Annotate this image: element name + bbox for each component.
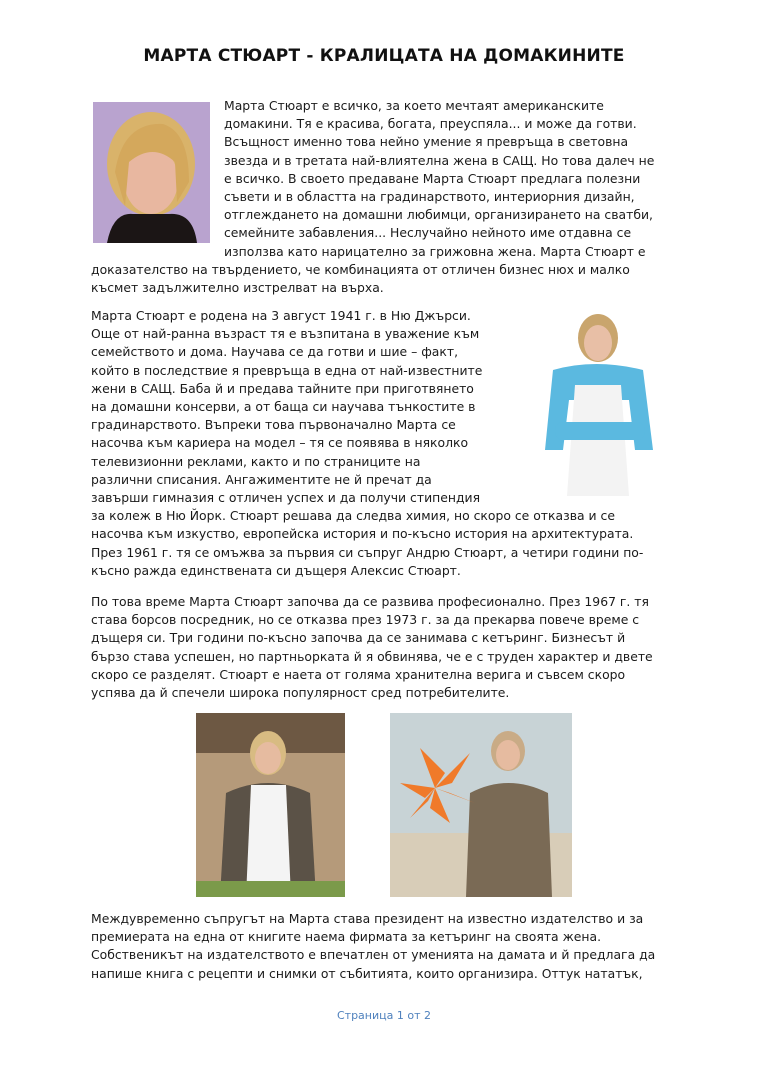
- text-line: семейството и дома. Научава се да готви и шие – факт,: [91, 344, 459, 360]
- text-line: През 1961 г. тя се омъжва за първия си съпруг Андрю Стюарт, а четири години по-: [91, 544, 644, 560]
- text-line: насочва към кариера на модел – тя се появява в няколко: [91, 435, 469, 451]
- paragraph-career: [91, 593, 681, 702]
- text-line: за колеж в Ню Йорк. Стюарт решава да следва химия, но скоро се отказва и се: [91, 508, 615, 524]
- kitchen-photo-left: [196, 713, 345, 897]
- text-line: късно ражда единствената си дъщеря Алексис Стюарт.: [91, 562, 461, 578]
- text-line: съвети и в областта на градинарството, интериорния дизайн,: [224, 189, 635, 205]
- text-line: домакини. Тя е красива, богата, преуспяла... и може да готви.: [224, 116, 637, 132]
- text-line: Междувременно съпругът на Марта става президент на известно издателство и за: [91, 911, 644, 926]
- text-line: семейните забавления... Неслучайно нейното име отдавна се: [224, 225, 632, 241]
- text-line: различни списания. Ангажиментите не й пречат да: [91, 471, 432, 487]
- text-line: късмет задължително изстрелват на върха.: [91, 280, 384, 296]
- text-line: звезда и в третата най-влиятелна жена в САЩ. Но това далеч не: [224, 152, 655, 168]
- text-line: телевизионни реклами, както и по страниците на: [91, 453, 421, 469]
- paragraph-biography: [91, 307, 681, 580]
- page-number-footer: Страница 1 от 2: [336, 1009, 431, 1022]
- text-line: Марта Стюарт е родена на 3 август 1941 г. в Ню Джърси.: [91, 308, 471, 323]
- page-title: МАРТА СТЮАРТ - КРАЛИЦАТА НА ДОМАКИНИТЕ: [143, 46, 625, 66]
- text-line: отглеждането на домашни любимци, организирането на сватби,: [224, 207, 653, 223]
- text-line: скоро се разделят. Стюарт е наета от голяма хранителна верига и съвсем скоро: [91, 666, 626, 682]
- text-line: насочва към изкуство, европейска история и по-късно история на архитектурата.: [91, 526, 634, 542]
- text-line: По това време Марта Стюарт започва да се развива професионално. През 1967 г. тя: [91, 594, 649, 609]
- text-line: премиерата на една от книгите наема фирмата за кетъринг на своята жена.: [91, 929, 602, 945]
- text-line: жени в САЩ. Баба й и предава тайните при приготвянето: [91, 380, 474, 396]
- text-line: Още от най-ранна възраст тя е възпитана в уважение към: [91, 326, 480, 342]
- flower-craft-photo: [390, 713, 572, 897]
- text-line: градинарството. Въпреки това първоначално Марта се: [91, 417, 456, 433]
- text-line: Марта Стюарт е всичко, за което мечтаят американските: [224, 98, 604, 113]
- text-line: напише книга с рецепти и снимки от събитията, които организира. Оттук нататък,: [91, 965, 643, 981]
- text-line: на домашни консерви, а от баща си научава тънкостите в: [91, 399, 476, 415]
- text-line: успява да й спечели широка популярност сред потребителите.: [91, 685, 510, 701]
- text-line: Всъщност именно това нейно умение я превръща в световна: [224, 134, 629, 150]
- text-line: става борсов посредник, но се отказва през 1973 г. за да прекарва повече време с: [91, 612, 640, 628]
- text-line: доказателство на твърдението, че комбинацията от отличен бизнес нюх и малко: [91, 261, 630, 277]
- paragraph-publishing: [91, 910, 681, 983]
- text-line: Собственикът на издателството е впечатлен от уменията на дамата и й предлага да: [91, 947, 656, 963]
- paragraph-intro: [91, 97, 681, 297]
- text-line: дъщеря си. Три години по-късно започва да се занимава с кетъринг. Бизнесът й: [91, 630, 626, 646]
- text-line: бързо става успешен, но партньорката й я обвинява, че е с труден характер и двете: [91, 648, 653, 664]
- text-line: е всичко. В своето предаване Марта Стюарт предлага полезни: [224, 170, 641, 186]
- text-line: използва като нарицателно за грижовна жена. Марта Стюарт е: [224, 243, 646, 259]
- text-line: който в последствие я превръща в една от най-известните: [91, 362, 483, 378]
- text-line: завърши гимназия с отличен успех и да получи стипендия: [91, 490, 481, 506]
